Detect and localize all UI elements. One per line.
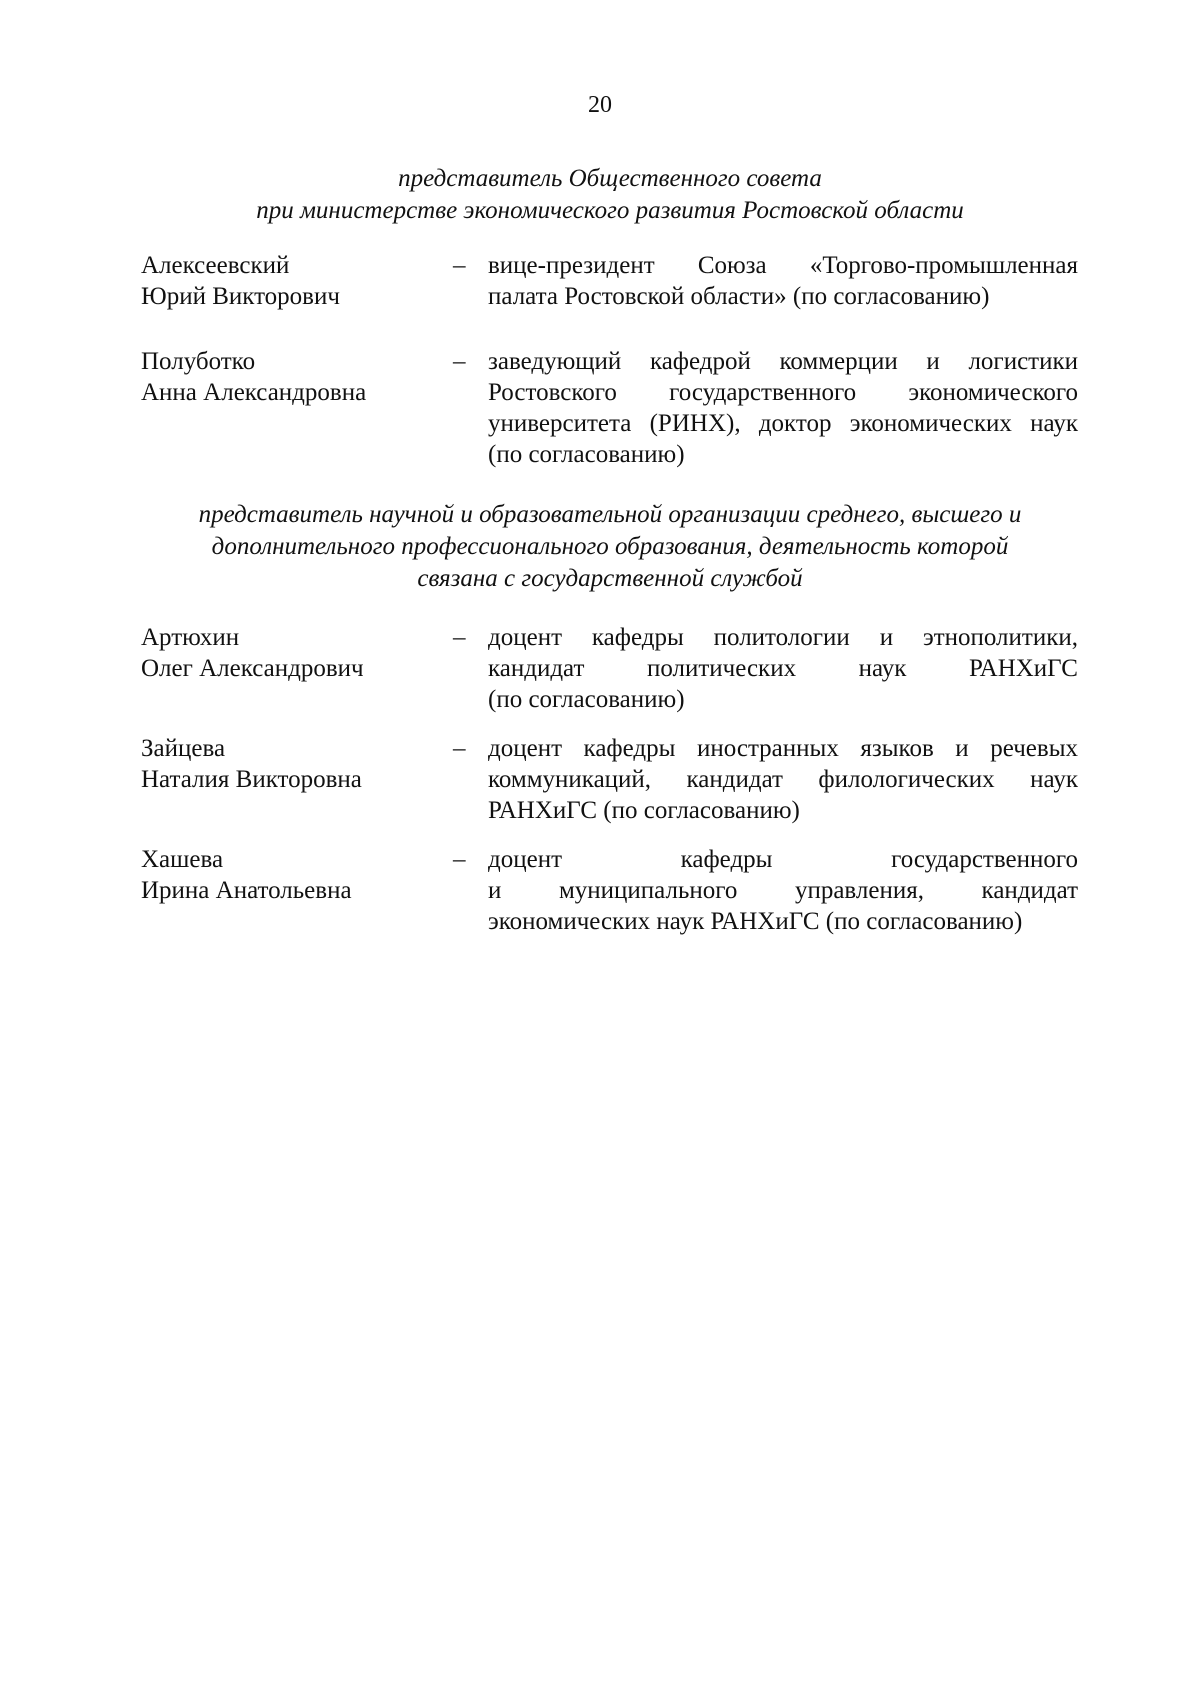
page-number: 20: [588, 92, 612, 118]
member-name: [141, 346, 441, 408]
member-surname: Полуботко: [141, 348, 256, 375]
member-entry: [141, 733, 1081, 827]
member-description: [488, 844, 1078, 937]
member-dash: –: [453, 252, 466, 279]
member-surname: Артюхин: [141, 624, 240, 651]
member-surname: Зайцева: [141, 735, 226, 762]
member-name: [141, 733, 441, 795]
description-line: кандидат политических наук РАНХиГС: [488, 655, 1078, 682]
member-name: [141, 844, 441, 906]
member-description: [488, 346, 1078, 470]
section-heading-line: связана с государственной службой: [417, 565, 803, 592]
member-name: [141, 622, 441, 684]
description-line: доцент кафедры иностранных языков и речевых: [488, 735, 1078, 762]
section-heading-line: представитель Общественного совета: [398, 165, 822, 192]
member-entry: [141, 346, 1081, 470]
description-line: вице-президент Союза «Торгово-промышленная: [488, 252, 1078, 279]
member-entry: [141, 622, 1081, 716]
member-description: [488, 250, 1078, 312]
description-line: и муниципального управления, кандидат: [488, 877, 1078, 904]
member-description: [488, 733, 1078, 826]
description-line: экономических наук РАНХиГС (по согласованию): [488, 908, 1023, 935]
description-line: Ростовского государственного экономического: [488, 379, 1078, 406]
member-description: [488, 622, 1078, 715]
member-entry: [141, 844, 1081, 938]
description-line: (по согласованию): [488, 686, 685, 713]
member-given-name: Анна Александровна: [141, 379, 367, 406]
member-dash: –: [453, 735, 466, 762]
member-dash: –: [453, 348, 466, 375]
member-given-name: Ирина Анатольевна: [141, 877, 352, 904]
description-line: РАНХиГС (по согласованию): [488, 797, 800, 824]
member-dash: –: [453, 846, 466, 873]
description-line: заведующий кафедрой коммерции и логистики: [488, 348, 1078, 375]
description-line: (по согласованию): [488, 441, 685, 468]
description-line: доцент кафедры государственного: [488, 846, 1078, 873]
description-line: доцент кафедры политологии и этнополитики,: [488, 624, 1078, 651]
member-given-name: Олег Александрович: [141, 655, 364, 682]
section-heading-line: представитель научной и образовательной организации среднего, высшего и: [198, 501, 1022, 528]
section-heading-line: дополнительного профессионального образования, деятельность которой: [211, 533, 1009, 560]
member-surname: Хашева: [141, 846, 224, 873]
member-given-name: Наталия Викторовна: [141, 766, 362, 793]
section-heading-public-council: [140, 163, 1080, 227]
description-line: палата Ростовской области» (по согласованию): [488, 283, 990, 310]
description-line: университета (РИНХ), доктор экономических наук: [488, 410, 1078, 437]
member-dash: –: [453, 624, 466, 651]
description-line: коммуникаций, кандидат филологических наук: [488, 766, 1078, 793]
section-heading-line: при министерстве экономического развития Ростовской области: [256, 197, 964, 224]
member-name: [141, 250, 441, 312]
member-surname: Алексеевский: [141, 252, 290, 279]
member-given-name: Юрий Викторович: [141, 283, 340, 310]
section-heading-educational-organization: [140, 499, 1080, 595]
member-entry: [141, 250, 1081, 314]
